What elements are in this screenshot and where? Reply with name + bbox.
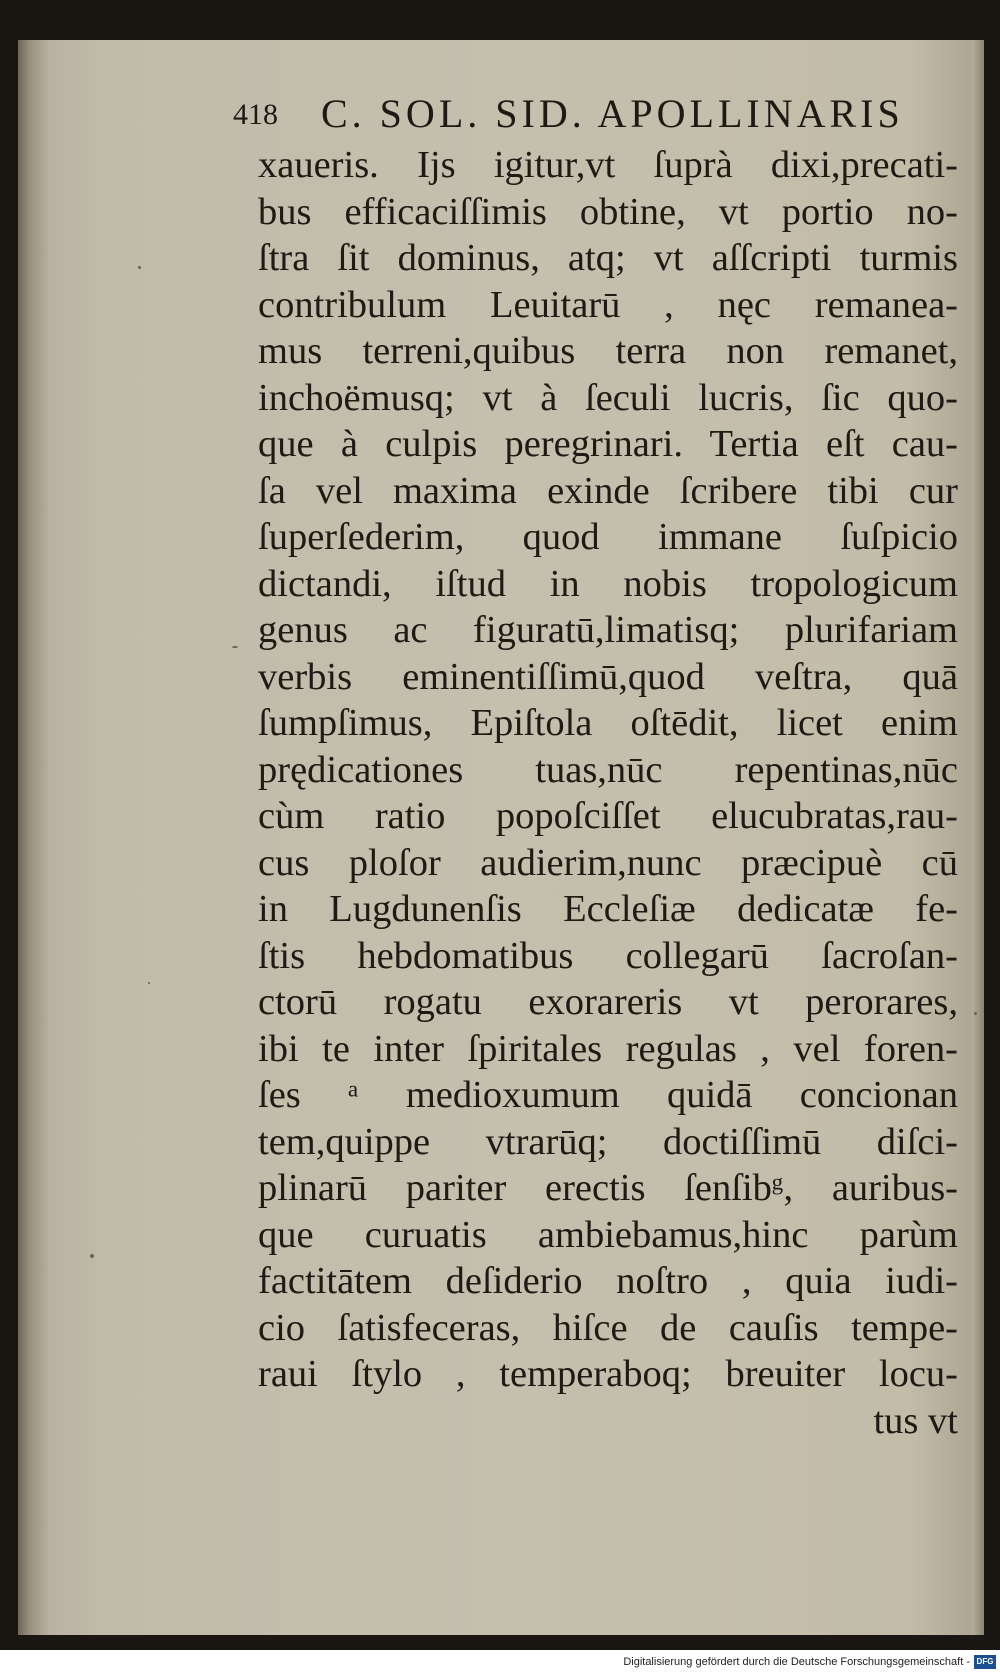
text-line: ſtis hebdomatibus collegarū ſacroſan- (258, 934, 958, 977)
text-line: dictandi, iſtud in nobis tropologicum (258, 562, 958, 605)
text-line: cio ſatisfeceras, hiſce de cauſis tempe- (258, 1306, 958, 1349)
text-line: ibi te inter ſpiritales regulas , vel foren- (258, 1027, 958, 1070)
text-line: raui ſtylo , temperaboq; breuiter locu- (258, 1353, 958, 1395)
text-line: bus efficaciſſimis obtine, vt portio no- (258, 190, 958, 233)
page-gutter (18, 40, 48, 1635)
text-line: ſumpſimus, Epiſtola oſtēdit, licet enim (258, 702, 958, 744)
text-line: ſtra ſit dominus, atq; vt aſſcripti turmis (258, 237, 958, 279)
dfg-logo: DFG (974, 1655, 996, 1669)
page-header (233, 90, 933, 136)
text-line: plinarū pariter erectis ſenſibᵍ, auribus- (258, 1167, 958, 1209)
text-line: inchoëmusq; vt à ſeculi lucris, ſic quo- (258, 376, 958, 419)
text-line: que à culpis peregrinari. Tertia eſt cau- (258, 423, 958, 465)
text-line: tem,quippe vtrarūq; doctiſſimū diſci- (258, 1120, 958, 1163)
body-text (258, 142, 958, 1444)
text-line: ctorū rogatu exorareris vt perorares, (258, 981, 958, 1023)
page-number: 418 (233, 98, 278, 131)
footer-credit: Digitalisierung gefördert durch die Deutsche Forschungsgemeinschaft - (623, 1656, 970, 1668)
text-line: mus terreni,quibus terra non remanet, (258, 330, 958, 372)
text-line: contribulum Leuitarū , nęc remanea- (258, 283, 958, 326)
running-head: C. SOL. SID. APOLLINARIS (321, 91, 904, 136)
text-line: prędicationes tuas,nūc repentinas,nūc (258, 748, 958, 791)
text-line: cus ploſor audierim,nunc præcipuè cū (258, 841, 958, 884)
text-line: cùm ratio popoſciſſet elucubratas,rau- (258, 795, 958, 837)
text-line: xaueris. Ijs igitur,vt ſuprà dixi,precati- (258, 144, 958, 186)
text-line: ſes ᵃ medioxumum quidā concionan (258, 1074, 958, 1116)
text-line: ſa vel maxima exinde ſcribere tibi cur (258, 469, 958, 512)
text-line: que curuatis ambiebamus,hinc parùm (258, 1213, 958, 1256)
page-fore-edge (972, 40, 984, 1635)
catchword: tus vt (873, 1399, 958, 1442)
digitization-footer (0, 1650, 1000, 1676)
text-line: factitātem deſiderio noſtro , quia iudi- (258, 1260, 958, 1302)
text-line: ſuperſederim, quod immane ſuſpicio (258, 516, 958, 558)
text-line: verbis eminentiſſimū,quod veſtra, quā (258, 655, 958, 698)
text-line: in Lugdunenſis Eccleſiæ dedicatæ fe- (258, 888, 958, 930)
text-line: genus ac figuratū,limatisq; plurifariam (258, 609, 958, 651)
